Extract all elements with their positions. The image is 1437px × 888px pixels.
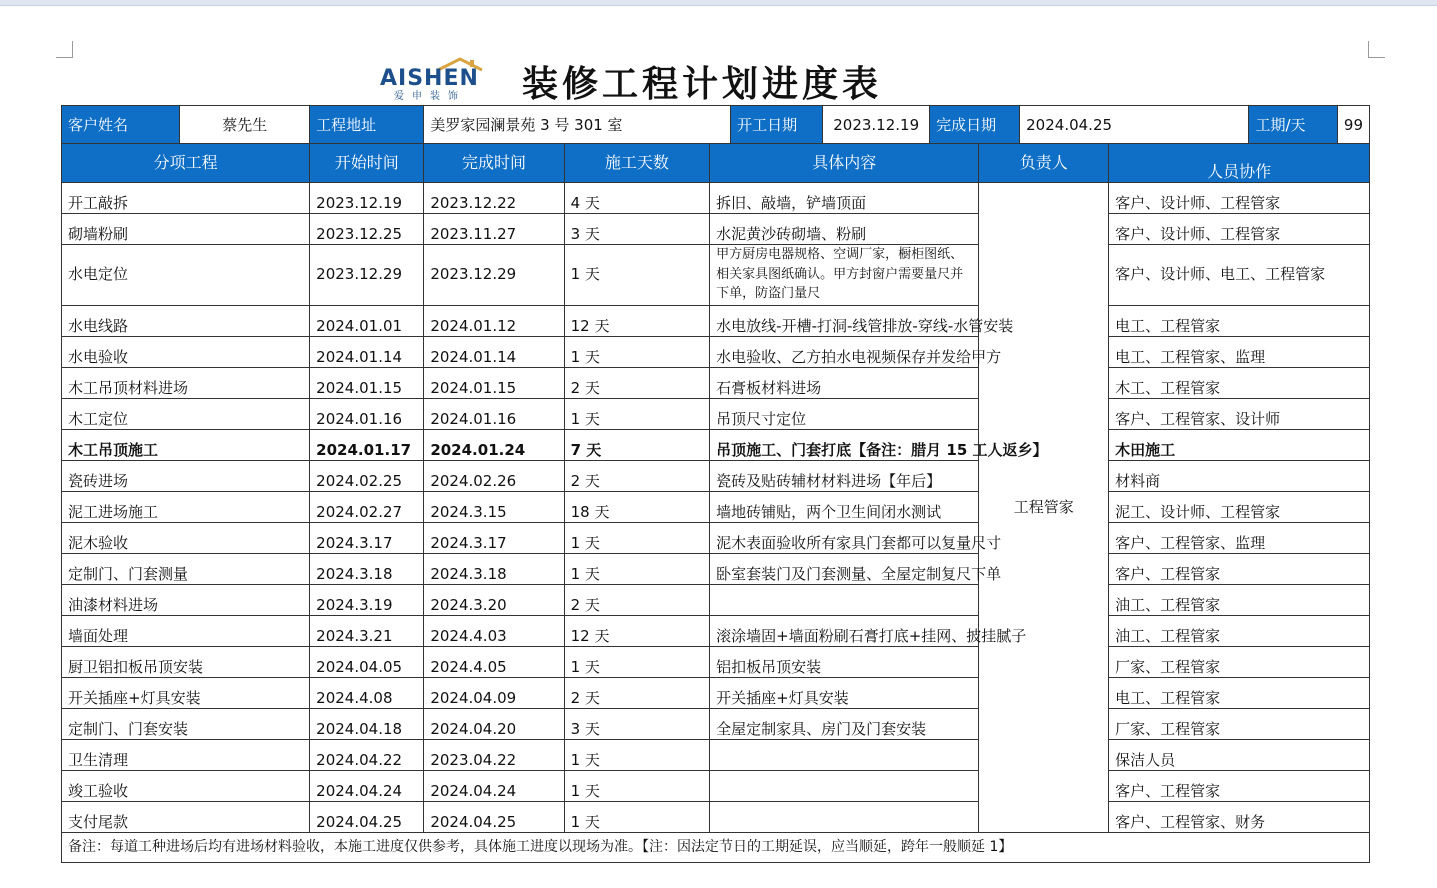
cell-content (710, 584, 979, 615)
schedule-table (61, 105, 1370, 863)
cell-start: 2024.3.21 (310, 615, 424, 646)
cell-start: 2023.12.19 (310, 183, 424, 214)
header-end: 完成时间 (424, 144, 564, 183)
cell-start: 2024.3.17 (310, 522, 424, 553)
cell-end: 2023.04.22 (424, 739, 564, 770)
cell-content: 甲方厨房电器规格、空调厂家，橱柜图纸、相关家具图纸确认。甲方封窗户需要量尺并下单，防盗门量尺 (710, 245, 979, 306)
cell-end: 2024.3.17 (424, 522, 564, 553)
cell-days: 3 天 (564, 214, 710, 245)
cell-end: 2024.01.15 (424, 367, 564, 398)
cell-content: 石膏板材料进场 (710, 367, 979, 398)
cell-content (710, 739, 979, 770)
table-row (62, 801, 1370, 832)
cell-team: 泥工、设计师、工程管家 (1109, 491, 1370, 522)
cell-days: 7 天 (564, 429, 710, 460)
cell-team: 厂家、工程管家 (1109, 646, 1370, 677)
cell-start: 2023.12.29 (310, 245, 424, 306)
cell-item: 竣工验收 (62, 770, 310, 801)
table-row (62, 398, 1370, 429)
cell-item: 泥木验收 (62, 522, 310, 553)
period-cell (1249, 106, 1370, 144)
cell-team: 木工、工程管家 (1109, 367, 1370, 398)
cell-team: 客户、设计师、工程管家 (1109, 214, 1370, 245)
cell-start: 2024.04.05 (310, 646, 424, 677)
cell-item: 开关插座+灯具安装 (62, 677, 310, 708)
header-start: 开始时间 (310, 144, 424, 183)
cell-days: 2 天 (564, 677, 710, 708)
cell-days: 1 天 (564, 739, 710, 770)
cell-start: 2024.02.25 (310, 460, 424, 491)
cell-team: 木田施工 (1109, 429, 1370, 460)
cell-start: 2024.04.25 (310, 801, 424, 832)
cell-end: 2023.12.29 (424, 245, 564, 306)
cell-end: 2024.3.20 (424, 584, 564, 615)
cell-content (710, 801, 979, 832)
table-row (62, 615, 1370, 646)
cell-start: 2023.12.25 (310, 214, 424, 245)
company-logo (380, 56, 496, 100)
cell-start: 2024.01.01 (310, 305, 424, 336)
table-row (62, 770, 1370, 801)
cell-end: 2024.02.26 (424, 460, 564, 491)
table-row (62, 491, 1370, 522)
cell-item: 水电验收 (62, 336, 310, 367)
cell-content: 拆旧、敲墙，铲墙顶面 (710, 183, 979, 214)
table-row (62, 460, 1370, 491)
cell-end: 2024.3.18 (424, 553, 564, 584)
cell-start: 2024.01.14 (310, 336, 424, 367)
info-row (62, 106, 1370, 144)
cell-team: 客户、工程管家、设计师 (1109, 398, 1370, 429)
cell-item: 木工吊顶施工 (62, 429, 310, 460)
table-row (62, 429, 1370, 460)
table-row (62, 739, 1370, 770)
cell-end: 2024.04.09 (424, 677, 564, 708)
cell-team: 客户、设计师、工程管家 (1109, 183, 1370, 214)
cell-content (710, 770, 979, 801)
cell-item: 木工定位 (62, 398, 310, 429)
cell-team: 电工、工程管家、监理 (1109, 336, 1370, 367)
cell-end: 2024.04.25 (424, 801, 564, 832)
table-row (62, 584, 1370, 615)
page-corner-mark-right (1368, 41, 1385, 58)
table-row (62, 708, 1370, 739)
cell-item: 开工敲拆 (62, 183, 310, 214)
cell-days: 1 天 (564, 646, 710, 677)
cell-item: 油漆材料进场 (62, 584, 310, 615)
cell-item: 卫生清理 (62, 739, 310, 770)
table-row (62, 646, 1370, 677)
cell-start: 2024.01.15 (310, 367, 424, 398)
cell-end: 2024.4.03 (424, 615, 564, 646)
schedule-rows (62, 183, 1370, 833)
window-top-border (0, 0, 1437, 6)
cell-content: 瓷砖及贴砖辅材材料进场【年后】 (710, 460, 979, 491)
logo-brand-text: AISHEN (380, 66, 479, 91)
address-value: 美罗家园澜景苑 3 号 301 室 (424, 106, 731, 144)
header-owner: 负责人 (979, 144, 1109, 183)
cell-team: 客户、工程管家、财务 (1109, 801, 1370, 832)
cell-start: 2024.4.08 (310, 677, 424, 708)
cell-start: 2024.3.19 (310, 584, 424, 615)
cell-item: 支付尾款 (62, 801, 310, 832)
cell-owner: 工程管家 (979, 183, 1109, 833)
table-row (62, 553, 1370, 584)
cell-team: 材料商 (1109, 460, 1370, 491)
cell-content: 吊顶施工、门套打底【备注：腊月 15 工人返乡】 (710, 429, 979, 460)
cell-days: 1 天 (564, 398, 710, 429)
cell-start: 2024.04.22 (310, 739, 424, 770)
table-row (62, 305, 1370, 336)
end-date-label: 完成日期 (930, 106, 1020, 144)
cell-team: 客户、设计师、电工、工程管家 (1109, 245, 1370, 306)
end-date-value: 2024.04.25 (1020, 106, 1249, 144)
header-content: 具体内容 (710, 144, 979, 183)
cell-content: 泥木表面验收所有家具门套都可以复量尺寸 (710, 522, 979, 553)
cell-days: 2 天 (564, 584, 710, 615)
document-header (380, 52, 940, 104)
table-row (62, 522, 1370, 553)
cell-item: 厨卫铝扣板吊顶安装 (62, 646, 310, 677)
cell-days: 2 天 (564, 460, 710, 491)
table-row (62, 245, 1370, 306)
cell-item: 瓷砖进场 (62, 460, 310, 491)
cell-end: 2024.01.14 (424, 336, 564, 367)
cell-team: 客户、工程管家 (1109, 770, 1370, 801)
cell-days: 1 天 (564, 336, 710, 367)
cell-end: 2024.04.20 (424, 708, 564, 739)
cell-end: 2024.01.12 (424, 305, 564, 336)
cell-end: 2024.3.15 (424, 491, 564, 522)
header-item: 分项工程 (62, 144, 310, 183)
note-row (62, 832, 1370, 862)
cell-content: 铝扣板吊顶安装 (710, 646, 979, 677)
column-header-row (62, 144, 1370, 183)
cell-team: 油工、工程管家 (1109, 584, 1370, 615)
cell-days: 3 天 (564, 708, 710, 739)
start-date-value: 2023.12.19 (823, 106, 930, 144)
cell-team: 厂家、工程管家 (1109, 708, 1370, 739)
page-title: 装修工程计划进度表 (522, 64, 883, 105)
table-row (62, 214, 1370, 245)
cell-start: 2024.3.18 (310, 553, 424, 584)
cell-days: 4 天 (564, 183, 710, 214)
period-label: 工期/天 (1249, 106, 1337, 143)
cell-days: 12 天 (564, 305, 710, 336)
note-text: 备注：每道工种进场后均有进场材料验收，本施工进度仅供参考，具体施工进度以现场为准。【注：因法定节日的工期延误，应当顺延，跨年一般顺延 1】 (62, 832, 1370, 862)
cell-content: 水电放线-开槽-打洞-线管排放-穿线-水管安装 (710, 305, 979, 336)
cell-team: 电工、工程管家 (1109, 305, 1370, 336)
cell-content: 开关插座+灯具安装 (710, 677, 979, 708)
cell-days: 1 天 (564, 245, 710, 306)
cell-item: 木工吊顶材料进场 (62, 367, 310, 398)
header-team: 人员协作 (1109, 144, 1370, 183)
cell-end: 2024.04.24 (424, 770, 564, 801)
cell-days: 12 天 (564, 615, 710, 646)
start-date-label: 开工日期 (731, 106, 823, 144)
cell-end: 2024.01.16 (424, 398, 564, 429)
cell-days: 18 天 (564, 491, 710, 522)
cell-start: 2024.04.18 (310, 708, 424, 739)
cell-team: 保洁人员 (1109, 739, 1370, 770)
cell-start: 2024.01.16 (310, 398, 424, 429)
address-label: 工程地址 (310, 106, 424, 144)
cell-content: 全屋定制家具、房门及门套安装 (710, 708, 979, 739)
cell-team: 油工、工程管家 (1109, 615, 1370, 646)
cell-item: 定制门、门套测量 (62, 553, 310, 584)
cell-days: 1 天 (564, 522, 710, 553)
cell-item: 定制门、门套安装 (62, 708, 310, 739)
logo-sub-text: 爱申装饰 (394, 91, 466, 102)
client-value: 蔡先生 (180, 106, 310, 144)
cell-content: 墙地砖铺贴，两个卫生间闭水测试 (710, 491, 979, 522)
cell-end: 2023.11.27 (424, 214, 564, 245)
cell-content: 吊顶尺寸定位 (710, 398, 979, 429)
cell-end: 2023.12.22 (424, 183, 564, 214)
cell-days: 2 天 (564, 367, 710, 398)
cell-start: 2024.02.27 (310, 491, 424, 522)
client-label: 客户姓名 (62, 106, 180, 144)
cell-content: 水泥黄沙砖砌墙、粉刷 (710, 214, 979, 245)
cell-item: 水电线路 (62, 305, 310, 336)
cell-content: 滚涂墙固+墙面粉刷石膏打底+挂网、披挂腻子 (710, 615, 979, 646)
cell-item: 墙面处理 (62, 615, 310, 646)
cell-content: 水电验收、乙方拍水电视频保存并发给甲方 (710, 336, 979, 367)
cell-days: 1 天 (564, 801, 710, 832)
table-row (62, 367, 1370, 398)
table-row (62, 183, 1370, 214)
header-days: 施工天数 (564, 144, 710, 183)
cell-start: 2024.04.24 (310, 770, 424, 801)
cell-days: 1 天 (564, 553, 710, 584)
cell-end: 2024.01.24 (424, 429, 564, 460)
cell-days: 1 天 (564, 770, 710, 801)
cell-team: 客户、工程管家、监理 (1109, 522, 1370, 553)
cell-start: 2024.01.17 (310, 429, 424, 460)
page-corner-mark-left (56, 41, 73, 58)
cell-item: 泥工进场施工 (62, 491, 310, 522)
cell-item: 砌墙粉刷 (62, 214, 310, 245)
cell-team: 电工、工程管家 (1109, 677, 1370, 708)
table-row (62, 677, 1370, 708)
period-value: 99 (1343, 115, 1363, 134)
table-row (62, 336, 1370, 367)
cell-item: 水电定位 (62, 245, 310, 306)
cell-content: 卧室套装门及门套测量、全屋定制复尺下单 (710, 553, 979, 584)
cell-team: 客户、工程管家 (1109, 553, 1370, 584)
cell-end: 2024.4.05 (424, 646, 564, 677)
